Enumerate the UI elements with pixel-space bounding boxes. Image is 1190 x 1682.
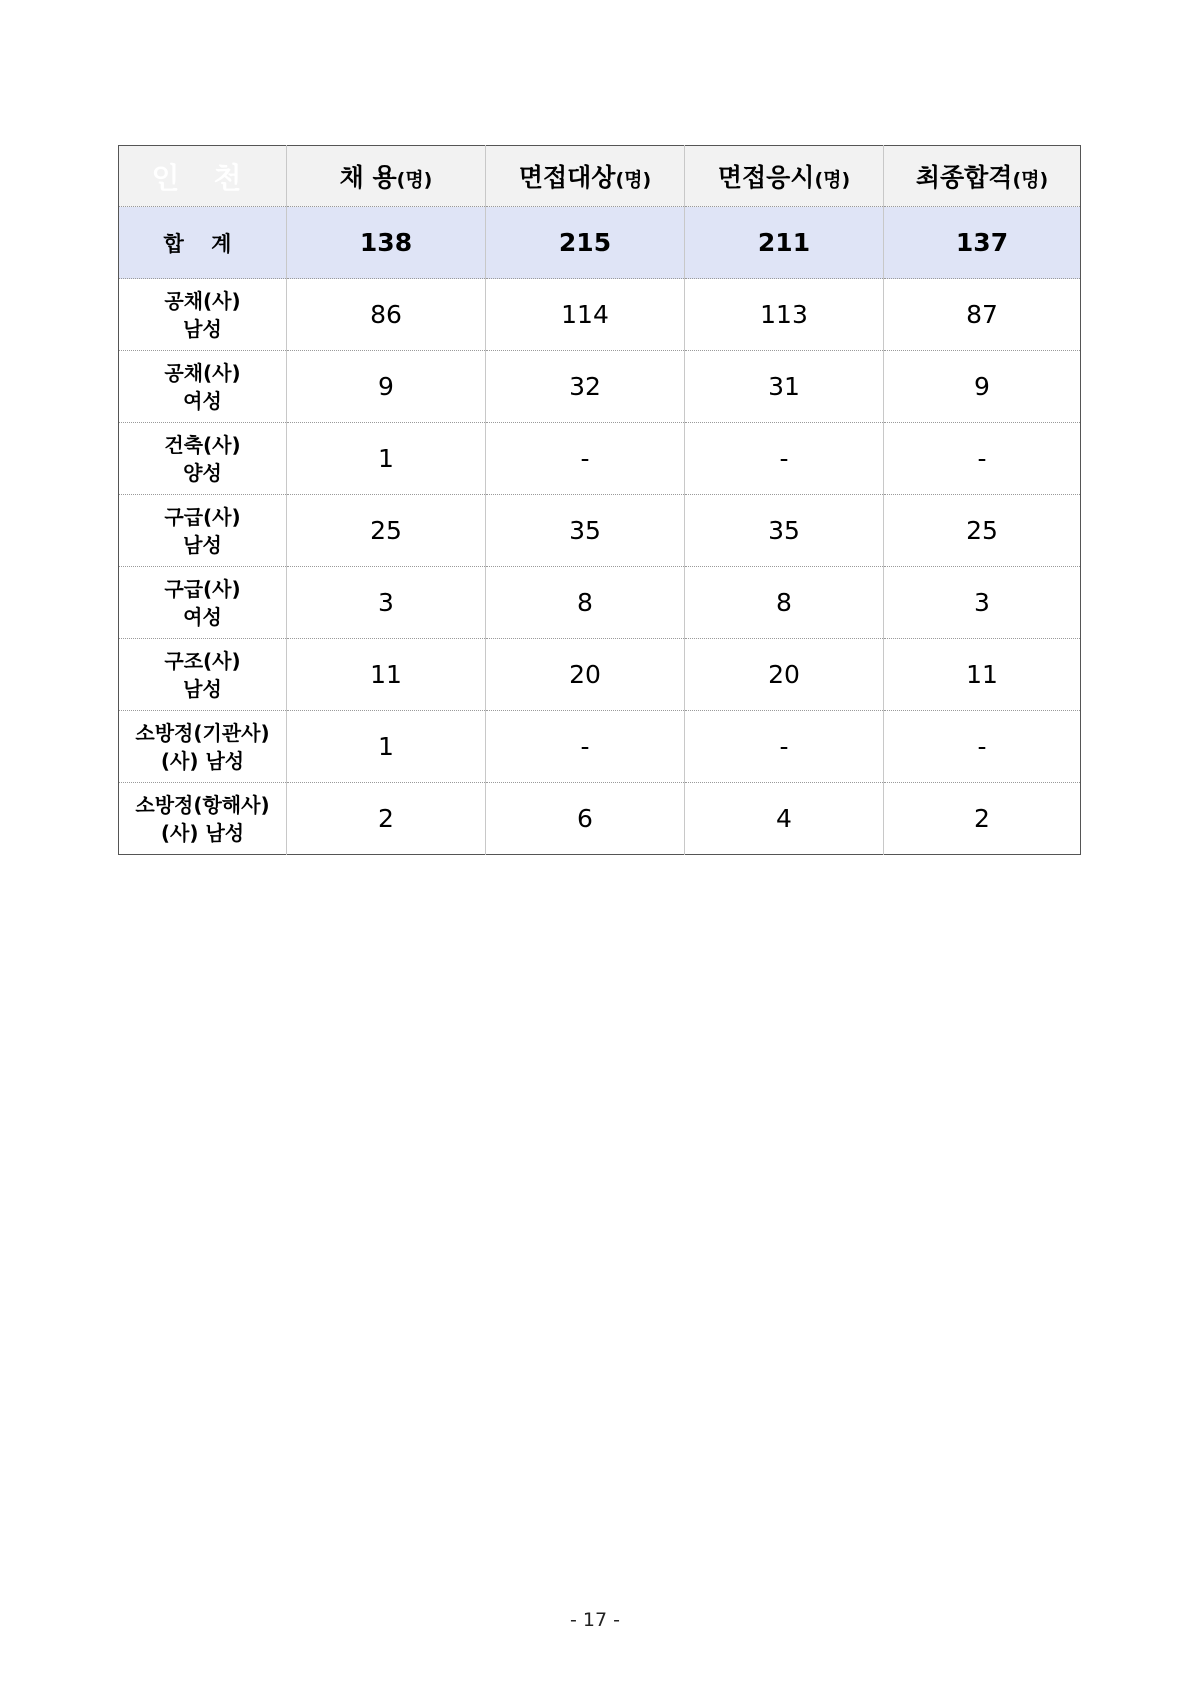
table-cell: 3 (287, 567, 486, 639)
table-cell: 31 (685, 351, 884, 423)
page-number: - 17 - (570, 1609, 620, 1631)
table-cell: 3 (884, 567, 1081, 639)
table-row (119, 279, 1081, 351)
table-cell: 35 (486, 495, 685, 567)
table-cell: 113 (685, 279, 884, 351)
table-cell: 11 (884, 639, 1081, 711)
row-label: 건축(사) 양성 (119, 423, 287, 495)
table-cell: - (685, 423, 884, 495)
table-cell: 8 (486, 567, 685, 639)
table-cell: - (486, 423, 685, 495)
region-header: 인 천 (119, 146, 287, 207)
column-header-hired: 채 용(명) (287, 146, 486, 207)
total-row (119, 207, 1081, 279)
table-row (119, 711, 1081, 783)
table-cell: 25 (287, 495, 486, 567)
header-row (119, 146, 1081, 207)
table-row (119, 567, 1081, 639)
table-cell: 4 (685, 783, 884, 855)
column-header-interview-taken: 면접응시(명) (685, 146, 884, 207)
table-cell: - (685, 711, 884, 783)
row-label: 공채(사) 여성 (119, 351, 287, 423)
table-row (119, 495, 1081, 567)
table-cell: - (486, 711, 685, 783)
table-row (119, 639, 1081, 711)
table-cell: 8 (685, 567, 884, 639)
total-cell: 215 (486, 207, 685, 279)
table-cell: 2 (974, 804, 990, 833)
table-row (119, 351, 1081, 423)
table-row (119, 783, 1081, 855)
table-cell: 9 (287, 351, 486, 423)
row-label: 구급(사) 남성 (119, 495, 287, 567)
table-cell: 86 (287, 279, 486, 351)
table-cell: 20 (486, 639, 685, 711)
table-cell: 32 (486, 351, 685, 423)
table-cell: 1 (287, 711, 486, 783)
row-label: 소방정(기관사) (사) 남성 (119, 711, 287, 783)
table-cell: 2 (287, 783, 486, 855)
row-label: 구급(사) 여성 (119, 567, 287, 639)
total-label: 합 계 (119, 207, 287, 279)
total-cell: 137 (884, 207, 1081, 279)
column-header-interview-target: 면접대상(명) (486, 146, 685, 207)
table-cell: 25 (884, 495, 1081, 567)
table-cell: 114 (486, 279, 685, 351)
table-cell: 20 (685, 639, 884, 711)
table-cell: 35 (685, 495, 884, 567)
table-cell: 9 (884, 351, 1081, 423)
table-row (119, 423, 1081, 495)
table-cell: 11 (287, 639, 486, 711)
total-cell: 138 (287, 207, 486, 279)
table-cell: 1 (287, 423, 486, 495)
table-cell: - (884, 711, 1081, 783)
row-label: 소방정(항해사) (사) 남성 (119, 783, 287, 855)
recruitment-table (118, 145, 1081, 855)
row-label: 구조(사) 남성 (119, 639, 287, 711)
table-cell: - (884, 423, 1081, 495)
table-cell: 87 (884, 279, 1081, 351)
column-header-final-pass: 최종합격(명) (884, 146, 1081, 207)
total-cell: 211 (685, 207, 884, 279)
row-label: 공채(사) 남성 (119, 279, 287, 351)
table-cell: 6 (486, 783, 685, 855)
